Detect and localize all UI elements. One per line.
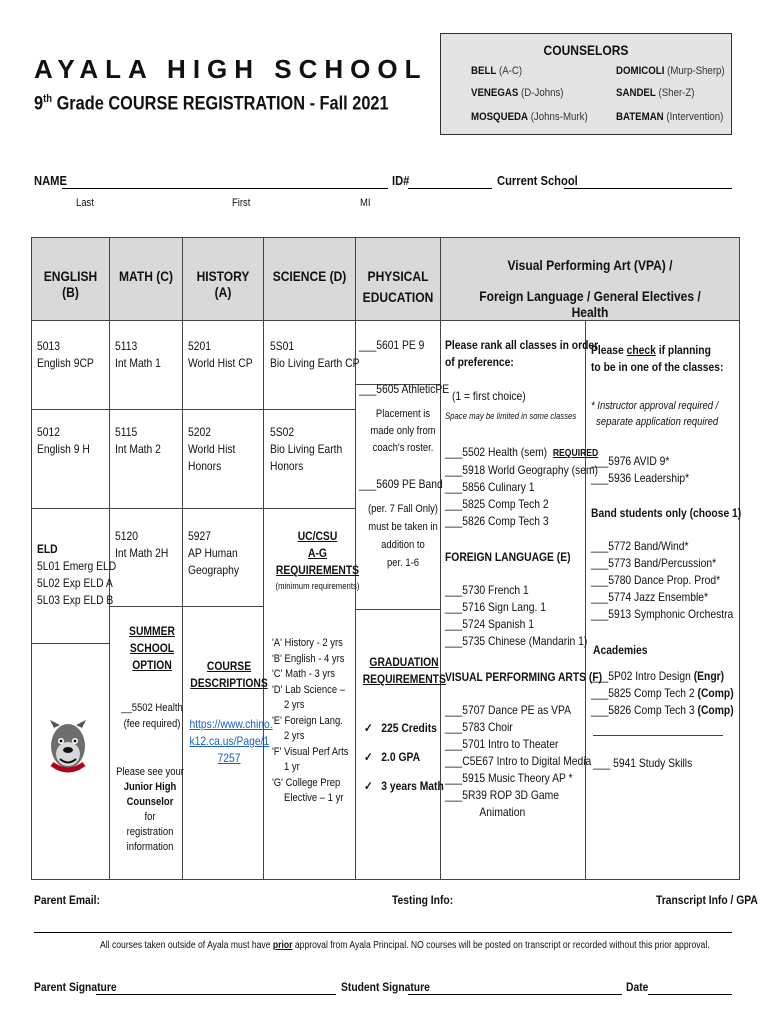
counselor-item: BATEMAN (Intervention) [616, 111, 724, 123]
divider [355, 609, 440, 610]
check-icon: ✓ [364, 750, 373, 764]
course-descriptions: COURSE DESCRIPTIONS [190, 659, 268, 690]
divider [32, 508, 355, 509]
grade-suffix: th [43, 93, 53, 105]
current-school-field[interactable] [564, 188, 732, 189]
science-course-bio-h: 5S02 Bio Living Earth Honors [270, 425, 343, 473]
uc-csu-requirements: UC/CSU A-G REQUIREMENTS (minimum requirements) [275, 529, 360, 591]
subtitle-text: Grade COURSE REGISTRATION - Fall 2021 [52, 93, 389, 115]
counselor-item: VENEGAS (D-Johns) [471, 87, 564, 99]
english-course-9h: 5012 English 9 H [37, 425, 90, 456]
elective-list: ___5502 Health (sem) REQUIRED ___5918 World Geography (sem) ___5856 Culinary 1 ___5825 Comp Tech 2 ___5826 Comp Tech 3 [445, 445, 599, 528]
grade-number: 9 [34, 93, 44, 115]
check-icon: ✓ [364, 779, 373, 793]
pe-course-5601: ___5601 PE 9 [359, 338, 425, 352]
summer-school-option: SUMMER SCHOOL OPTION [129, 624, 175, 672]
science-course-bio-cp: 5S01 Bio Living Earth CP [270, 339, 360, 370]
band-title: Band students only (choose 1) [591, 506, 742, 520]
school-title: AYALA HIGH SCHOOL [34, 54, 428, 84]
counselor-item: BELL (A-C) [471, 65, 523, 77]
name-label: NAME [34, 173, 67, 188]
middle-initial-caption: MI [360, 197, 371, 209]
summer-note: Please see your Junior High Counselor for registration information [116, 766, 184, 853]
course-descriptions-link[interactable]: https://www.chino. k12.ca.us/Page/1 7257 [189, 717, 273, 765]
student-signature-label: Student Signature [341, 980, 430, 994]
planned-class-list: ___5976 AVID 9* ___5936 Leadership* [591, 454, 690, 485]
check-emphasis: check [626, 343, 656, 357]
graduation-requirements: GRADUATION REQUIREMENTS [362, 655, 446, 686]
pe-course-5609: ___5609 PE Band [359, 477, 443, 491]
foreign-language-list: ___5730 French 1 ___5716 Sign Lang. 1 ___5724 Spanish 1 ___5735 Chinese (Mandarin 1) [445, 583, 588, 648]
history-course-world-cp: 5201 World Hist CP [188, 339, 253, 370]
footer-rule [34, 932, 732, 933]
transcript-info-label: Transcript Info / GPA [656, 893, 758, 907]
divider [263, 238, 264, 880]
divider [32, 409, 355, 410]
ag-requirement-list: 'A' History - 2 yrs 'B' English - 4 yrs 'C' Math - 3 yrs 'D' Lab Science – 2 yrs 'E' Foreign Lang. 2 yrs 'F' Visual Perf Arts 1 yr 'G' College Prep Elective – 1 yr [272, 637, 349, 804]
col-header-history: HISTORY (A) [196, 268, 250, 300]
col-header-pe: PHYSICAL [367, 268, 429, 284]
check-instructions: Please check if planning to be in one of the classes: [591, 343, 724, 374]
history-course-ap-human: 5927 AP Human Geography [188, 529, 240, 577]
bulldog-mascot-icon [46, 716, 90, 776]
name-field[interactable] [62, 188, 388, 189]
history-course-world-h: 5202 World Hist Honors [188, 425, 236, 473]
pe-5605-note: Placement is made only from coach's roster. [370, 408, 436, 454]
col-header-vpa: Visual Performing Art (VPA) / [507, 257, 673, 273]
counselor-item: MOSQUEDA (Johns-Murk) [471, 111, 588, 123]
col-header-english: ENGLISH (B) [43, 268, 98, 300]
current-school-label: Current School [497, 173, 578, 188]
space-limited-note: Space may be limited in some classes [445, 411, 577, 421]
col-header-science: SCIENCE (D) [272, 268, 347, 284]
study-skills: ___ 5941 Study Skills [593, 756, 693, 770]
col-header-pe: EDUCATION [362, 289, 434, 305]
counselor-item: SANDEL (Sher-Z) [616, 87, 695, 99]
divider [109, 606, 263, 607]
math-course-int1: 5113 Int Math 1 [115, 339, 161, 370]
counselor-item: DOMICOLI (Murp-Sherp) [616, 65, 725, 77]
pe-5609-note: (per. 7 Fall Only) must be taken in addition to per. 1-6 [368, 503, 438, 569]
academies-list: ___5P02 Intro Design (Engr) ___5825 Comp Tech 2 (Comp) ___5826 Comp Tech 3 (Comp) [591, 669, 734, 717]
divider [32, 643, 109, 644]
pe-course-5605: ___5605 AthleticPE [359, 382, 450, 396]
rank-instructions: Please rank all classes in order of preference: [445, 338, 599, 369]
course-grid [31, 237, 740, 880]
first-choice-note: (1 = first choice) [452, 389, 526, 403]
check-icon: ✓ [364, 721, 373, 735]
student-signature-field[interactable] [408, 994, 622, 995]
col-header-math: MATH (C) [119, 268, 173, 284]
vpa-list: ___5707 Dance PE as VPA ___5783 Choir ___5701 Intro to Theater ___C5E67 Intro to Digital Media ___5915 Music Theory AP * ___5R39 ROP 3D Game Animation [445, 703, 592, 819]
date-field[interactable] [648, 994, 732, 995]
parent-signature-field[interactable] [96, 994, 336, 995]
required-badge: REQUIRED [552, 448, 599, 459]
academies-title: Academies [593, 643, 648, 657]
english-course-9cp: 5013 English 9CP [37, 339, 94, 370]
id-label: ID# [392, 173, 410, 188]
foreign-language-title: FOREIGN LANGUAGE (E) [445, 550, 571, 564]
form-subtitle [34, 93, 389, 115]
parent-email-label: Parent Email: [34, 893, 100, 907]
date-label: Date [626, 980, 649, 994]
graduation-list: ✓ 225 Credits ✓ 2.0 GPA ✓ 3 years Math [364, 721, 444, 793]
band-list: ___5772 Band/Wind* ___5773 Band/Percussion* ___5780 Dance Prop. Prod* ___5774 Jazz Ensemble* ___5913 Symphonic Orchestra [591, 539, 734, 621]
prior-approval-note: All courses taken outside of Ayala must have prior approval from Ayala Principal. NO courses will be posted on transcript or recorded without this prior approval. [100, 940, 710, 951]
testing-info-label: Testing Info: [392, 893, 454, 907]
divider [32, 320, 739, 321]
vpa-title: VISUAL PERFORMING ARTS (F) [445, 670, 603, 684]
summer-health: __5502 Health (fee required) [121, 702, 183, 730]
col-header-vpa: Foreign Language / General Electives / Health [479, 288, 701, 320]
first-name-caption: First [232, 197, 251, 209]
counselors-box [440, 33, 732, 135]
math-course-int2h: 5120 Int Math 2H [115, 529, 169, 560]
english-eld: ELD 5L01 Emerg ELD 5L02 Exp ELD A 5L03 Exp ELD B [37, 542, 117, 607]
counselors-title: COUNSELORS [543, 42, 629, 58]
math-course-int2: 5115 Int Math 2 [115, 425, 161, 456]
instructor-approval-note: * Instructor approval required / separate application required [591, 400, 719, 428]
parent-signature-label: Parent Signature [34, 980, 117, 994]
last-name-caption: Last [76, 197, 94, 209]
divider [593, 735, 723, 736]
id-field[interactable] [408, 188, 492, 189]
